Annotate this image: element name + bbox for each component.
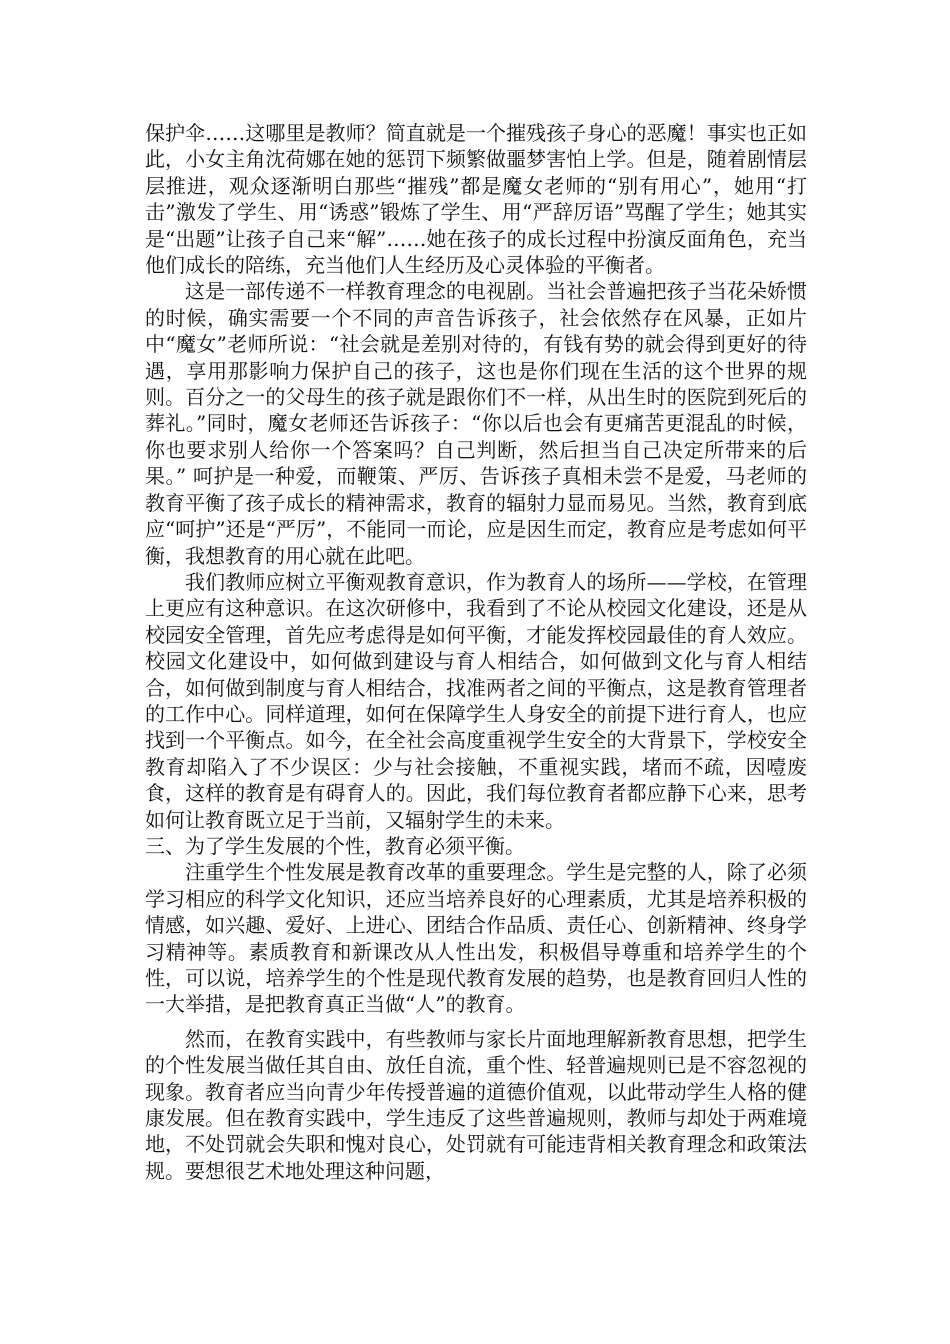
section-heading-three: 三、为了学生发展的个性，教育必须平衡。 [145,833,525,858]
paragraph-school-balance: 我们教师应树立平衡观教育意识，作为教育人的场所——学校，在管理上更应有这种意识。在这次研修中，我看到了不论从校园文化建设，还是从校园安全管理，首先应考虑得是如何平衡，才能发挥校园最佳的育人效应。校园文化建设中，如何做到建设与育人相结合，如何做到文化与育人相结合，如何做到制度与育人相结合，找准两者之间的平衡点，这是教育管理者的工作中心。同样道理，如何在保障学生人身安全的前提下进行育人，也应找到一个平衡点。如今，在全社会高度重视学生安全的大背景下，学校安全教育却陷入了不少误区：少与社会接触，不重视实践，堵而不疏，因噎废食，这样的教育是有碍育人的。因此，我们每位教育者都应静下心来，思考如何让教育既立足于当前，又辐射学生的未来。 [145,569,807,832]
paragraph-continuation: 保护伞……这哪里是教师？简直就是一个摧残孩子身心的恶魔！事实也正如此，小女主角沈荷娜在她的惩罚下频繁做噩梦害怕上学。但是，随着剧情层层推进，观众逐渐明白那些“摧残”都是魔女老师的“别有用心”，她用“打击”激发了学生、用“诱惑”锻炼了学生、用“严辞厉语”骂醒了学生；她其实是“出题”让孩子自己来“解”……她在孩子的成长过程中扮演反面角色，充当他们成长的陪练，充当他们人生经历及心灵体验的平衡者。 [145,121,807,278]
paragraph-individuality: 注重学生个性发展是教育改革的重要理念。学生是完整的人，除了必须学习相应的科学文化知识，还应当培养良好的心理素质，尤其是培养积极的情感，如兴趣、爱好、上进心、团结合作品质、责任心、创新精神、终身学习精神等。素质教育和新课改从人性出发，积极倡导尊重和培养学生的个性，可以说，培养学生的个性是现代教育发展的趋势，也是教育回归人性的一大举措，是把教育真正当做“人”的教育。 [145,860,807,1017]
paragraph-however: 然而，在教育实践中，有些教师与家长片面地理解新教育思想，把学生的个性发展当做任其自由、放任自流，重个性、轻普遍规则已是不容忽视的现象。教育者应当向青少年传授普遍的道德价值观，以此带动学生人格的健康发展。但在教育实践中，学生违反了这些普遍规则，教师与却处于两难境地，不处罚就会失职和愧对良心，处罚就有可能违背相关教育理念和政策法规。要想很艺术地处理这种问题， [145,1026,807,1183]
document-body [145,120,807,1184]
paragraph-tv-drama: 这是一部传递不一样教育理念的电视剧。当社会普遍把孩子当花朵娇惯的时候，确实需要一个不同的声音告诉孩子，社会依然存在风暴，正如片中“魔女”老师所说：“社会就是差别对待的，有钱有势的就会得到更好的待遇，享用那影响力保护自己的孩子，这也是你们现在生活的这个世界的规则。百分之一的父母生的孩子就是跟你们不一样，从出生时的医院到死后的葬礼。”同时，魔女老师还告诉孩子：“你以后也会有更痛苦更混乱的时候，你也要求别人给你一个答案吗？自己判断，然后担当自己决定所带来的后果。” 呵护是一种爱，而鞭策、严厉、告诉孩子真相未尝不是爱，马老师的教育平衡了孩子成长的精神需求，教育的辐射力显而易见。当然，教育到底应“呵护”还是“严厉”，不能同一而论，应是因生而定，教育应是考虑如何平衡，我想教育的用心就在此吧。 [145,279,807,568]
